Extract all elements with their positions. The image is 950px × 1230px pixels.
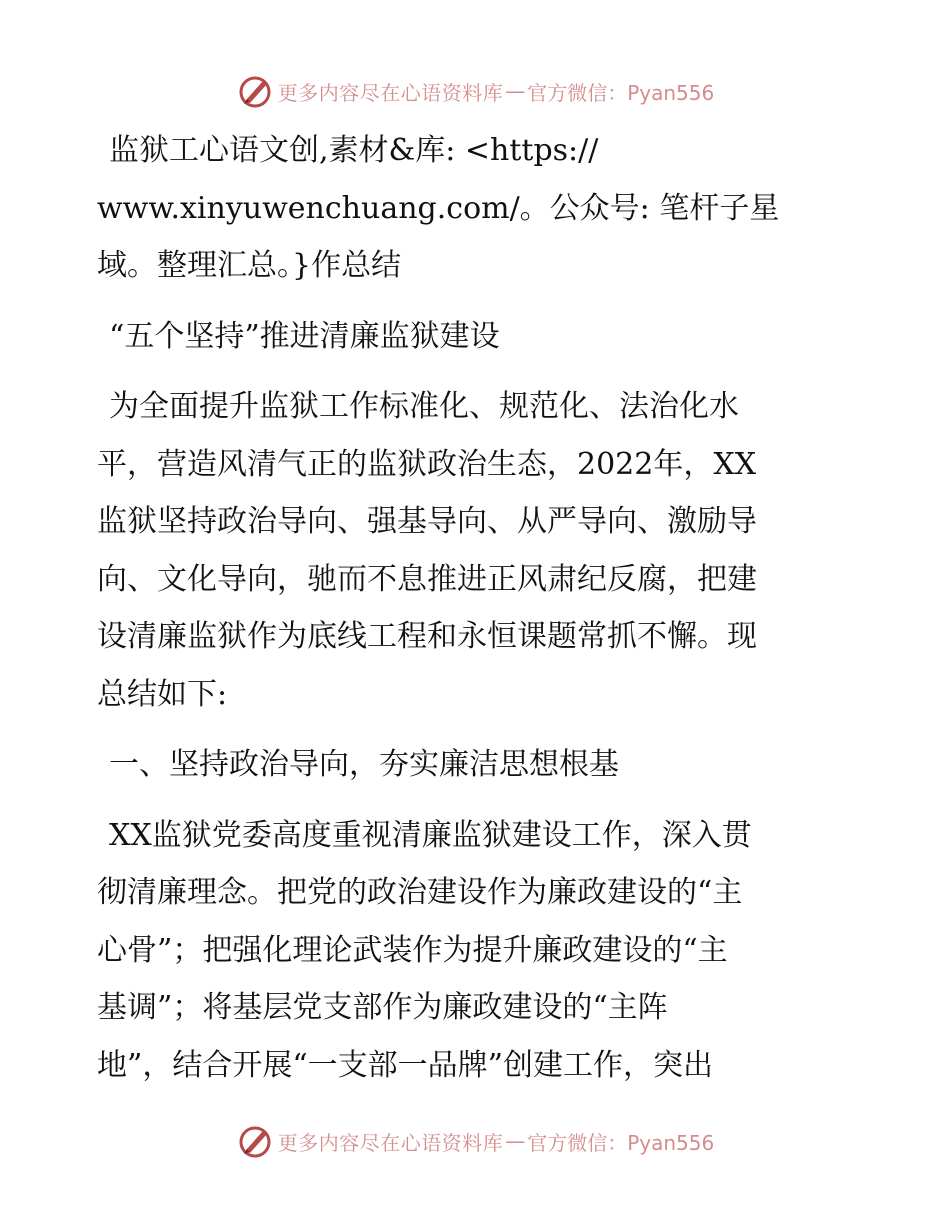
text-line: 监狱工心语文创,素材&库: <https:// [109,133,599,168]
pen-circle-logo-icon [236,1122,274,1160]
heading-text: 一、坚持政治导向，夯实廉洁思想根基 [109,747,619,782]
text-line: XX监狱党委高度重视清廉监狱建设工作，深入贯 [109,817,752,853]
banner-text: 更多内容尽在心语资料库 [277,1130,504,1155]
text-line: 地”，结合开展“一支部一品牌”创建工作，突出 [97,1047,714,1083]
text-line: 平，营造风清气正的监狱政治生态，2022年，XX [97,446,757,482]
text-line: 监狱坚持政治导向、强基导向、从严导向、激励导 [97,504,757,539]
text-line: 基调”；将基层党支部作为廉政建设的“主阵 [97,990,668,1025]
section-heading-1 [97,736,857,794]
text-line: 设清廉监狱作为底线工程和永恒课题常抓不懈。现 [97,619,757,654]
intro-paragraph [97,122,857,295]
text-line: 彻清廉理念。把党的政治建设作为廉政建设的“主 [97,875,743,910]
text-line: 为全面提升监狱工作标准化、规范化、法治化水 [109,389,739,424]
body-paragraph-1 [97,378,857,723]
footer-banner [0,1121,950,1161]
title-text: “五个坚持”推进清廉监狱建设 [109,318,500,354]
body-paragraph-2 [97,807,857,1095]
header-banner [0,71,950,111]
document-body [97,122,857,1094]
text-line: 域。整理汇总。}作总结 [97,248,402,283]
banner-separator: — [505,1129,526,1153]
banner-wechat: 官方微信：Pyan556 [527,80,715,105]
text-line: 心骨”；把强化理论武装作为提升廉政建设的“主 [97,932,728,968]
document-title [97,308,857,366]
banner-text: 更多内容尽在心语资料库 [277,80,504,105]
text-line: 向、文化导向，驰而不息推进正风肃纪反腐，把建 [97,561,757,597]
pen-circle-logo-icon [236,72,274,110]
text-line: www.xinyuwenchuang.com/。公众号: 笔杆子星 [97,190,780,226]
text-line: 总结如下: [97,676,228,712]
banner-separator: — [505,79,526,103]
banner-wechat: 官方微信：Pyan556 [527,1130,715,1155]
